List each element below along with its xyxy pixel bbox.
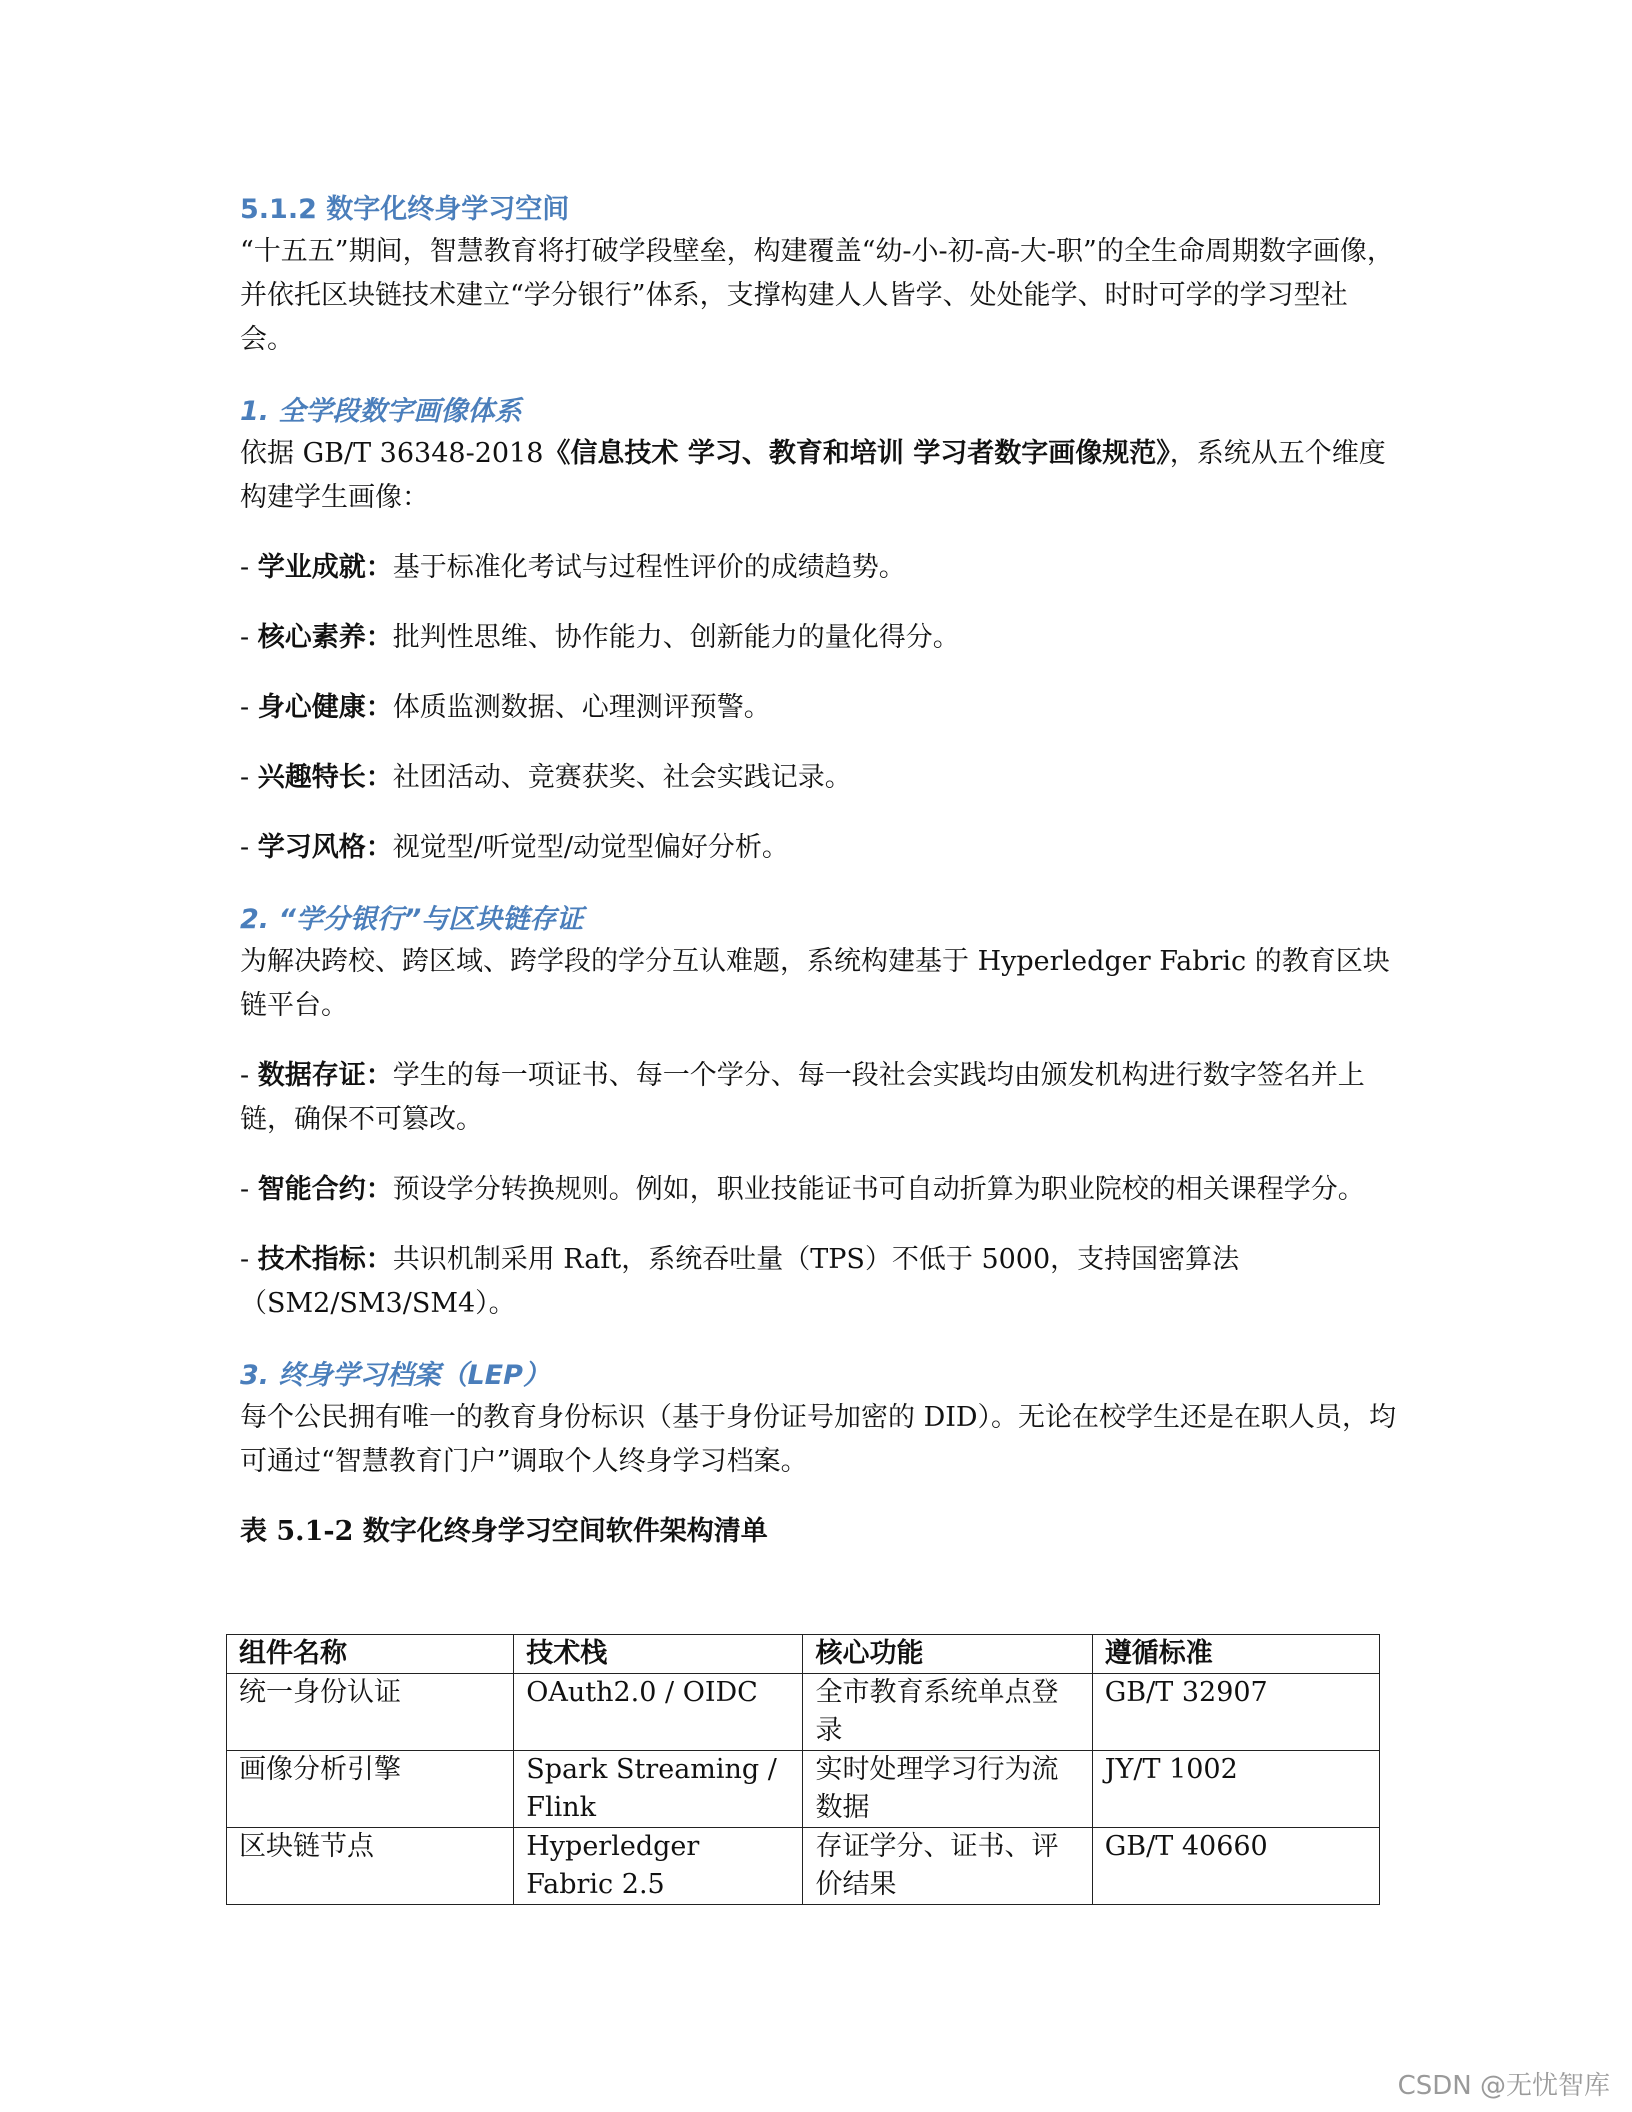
list-item-text: 基于标准化考试与过程性评价的成绩趋势。: [392, 552, 906, 583]
list-item: - 智能合约：预设学分转换规则。例如，职业技能证书可自动折算为职业院校的相关课程学分。: [240, 1174, 1365, 1205]
list-item: - 数据存证：学生的每一项证书、每一个学分、每一段社会实践均由颁发机构进行数字签名并上链，确保不可篡改。: [240, 1060, 1365, 1135]
list-item-label: 身心健康：: [257, 692, 393, 723]
list-item-text: 学生的每一项证书、每一个学分、每一段社会实践均由颁发机构进行数字签名并上链，确保不可篡改。: [240, 1060, 1365, 1135]
table-cell: 画像分析引擎: [227, 1751, 514, 1828]
list-item: - 身心健康：体质监测数据、心理测评预警。: [240, 692, 771, 723]
list-item-text: 社团活动、竞赛获奖、社会实践记录。: [392, 762, 852, 793]
list-item: - 学业成就：基于标准化考试与过程性评价的成绩趋势。: [240, 552, 906, 583]
table-cell: Spark Streaming / Flink: [514, 1751, 803, 1828]
part1-intro-bold: 《信息技术 学习、教育和培训 学习者数字画像规范》: [543, 438, 1170, 469]
table-header-cell: 核心功能: [803, 1635, 1092, 1674]
table-header-row: [227, 1635, 1380, 1674]
table-cell: 统一身份认证: [227, 1674, 514, 1751]
table-cell: Hyperledger Fabric 2.5: [514, 1828, 803, 1905]
list-item: - 学习风格：视觉型/听觉型/动觉型偏好分析。: [240, 832, 789, 863]
list-item-label: 学习风格：: [257, 832, 393, 863]
list-item-label: 智能合约：: [257, 1174, 393, 1205]
table-header-cell: 技术栈: [514, 1635, 803, 1674]
table-row: [227, 1674, 1380, 1751]
section-title: 5.1.2 数字化终身学习空间: [240, 194, 570, 225]
list-item-label: 技术指标：: [257, 1244, 393, 1275]
table-cell: OAuth2.0 / OIDC: [514, 1674, 803, 1751]
part3-title: 3. 终身学习档案（LEP）: [240, 1360, 550, 1391]
list-item-text: 批判性思维、协作能力、创新能力的量化得分。: [392, 622, 960, 653]
part2-intro: 为解决跨校、跨区域、跨学段的学分互认难题，系统构建基于 Hyperledger Fabric 的教育区块链平台。: [240, 946, 1390, 1021]
list-item-text: 体质监测数据、心理测评预警。: [392, 692, 771, 723]
table-cell: 全市教育系统单点登录: [803, 1674, 1092, 1751]
list-item-label: 学业成就：: [257, 552, 393, 583]
table-cell: JY/T 1002: [1092, 1751, 1379, 1828]
table-row: [227, 1828, 1380, 1905]
list-item-text: 预设学分转换规则。例如，职业技能证书可自动折算为职业院校的相关课程学分。: [392, 1174, 1365, 1205]
section-intro: “十五五”期间，智慧教育将打破学段壁垒，构建覆盖“幼-小-初-高-大-职”的全生命周期数字画像，并依托区块链技术建立“学分银行”体系，支撑构建人人皆学、处处能学、时时可学的学习型社会。: [240, 236, 1394, 355]
table-cell: 存证学分、证书、评价结果: [803, 1828, 1092, 1905]
list-item-label: 数据存证：: [257, 1060, 393, 1091]
list-item-label: 兴趣特长：: [257, 762, 393, 793]
list-item: - 技术指标：共识机制采用 Raft，系统吞吐量（TPS）不低于 5000，支持国密算法（SM2/SM3/SM4）。: [240, 1244, 1240, 1319]
table-cell: 实时处理学习行为流数据: [803, 1751, 1092, 1828]
part1-title: 1. 全学段数字画像体系: [240, 396, 522, 427]
part1-intro-suffix: ，系统从五个维度构建学生画像：: [240, 438, 1386, 513]
table-row: [227, 1751, 1380, 1828]
part3-intro: 每个公民拥有唯一的教育身份标识（基于身份证号加密的 DID）。无论在校学生还是在职人员，均可通过“智慧教育门户”调取个人终身学习档案。: [240, 1402, 1397, 1477]
part1-intro: [240, 432, 1400, 520]
part1-intro-prefix: 依据 GB/T 36348-2018: [240, 438, 544, 469]
document-content: [240, 190, 1400, 1554]
table-header-cell: 组件名称: [227, 1635, 514, 1674]
table-cell: 区块链节点: [227, 1828, 514, 1905]
list-item-text: 共识机制采用 Raft，系统吞吐量（TPS）不低于 5000，支持国密算法（SM2/SM3/SM4）。: [240, 1244, 1240, 1319]
table-cell: GB/T 40660: [1092, 1828, 1379, 1905]
list-item-label: 核心素养：: [257, 622, 393, 653]
table-header-cell: 遵循标准: [1092, 1635, 1379, 1674]
watermark: CSDN @无忧智库: [1397, 2071, 1610, 2101]
list-item: - 兴趣特长：社团活动、竞赛获奖、社会实践记录。: [240, 762, 852, 793]
architecture-table: [226, 1634, 1380, 1905]
table-cell: GB/T 32907: [1092, 1674, 1379, 1751]
part2-title: 2. “学分银行”与区块链存证: [240, 904, 584, 935]
list-item: - 核心素养：批判性思维、协作能力、创新能力的量化得分。: [240, 622, 960, 653]
table-caption: 表 5.1-2 数字化终身学习空间软件架构清单: [240, 1516, 768, 1547]
list-item-text: 视觉型/听觉型/动觉型偏好分析。: [392, 832, 789, 863]
